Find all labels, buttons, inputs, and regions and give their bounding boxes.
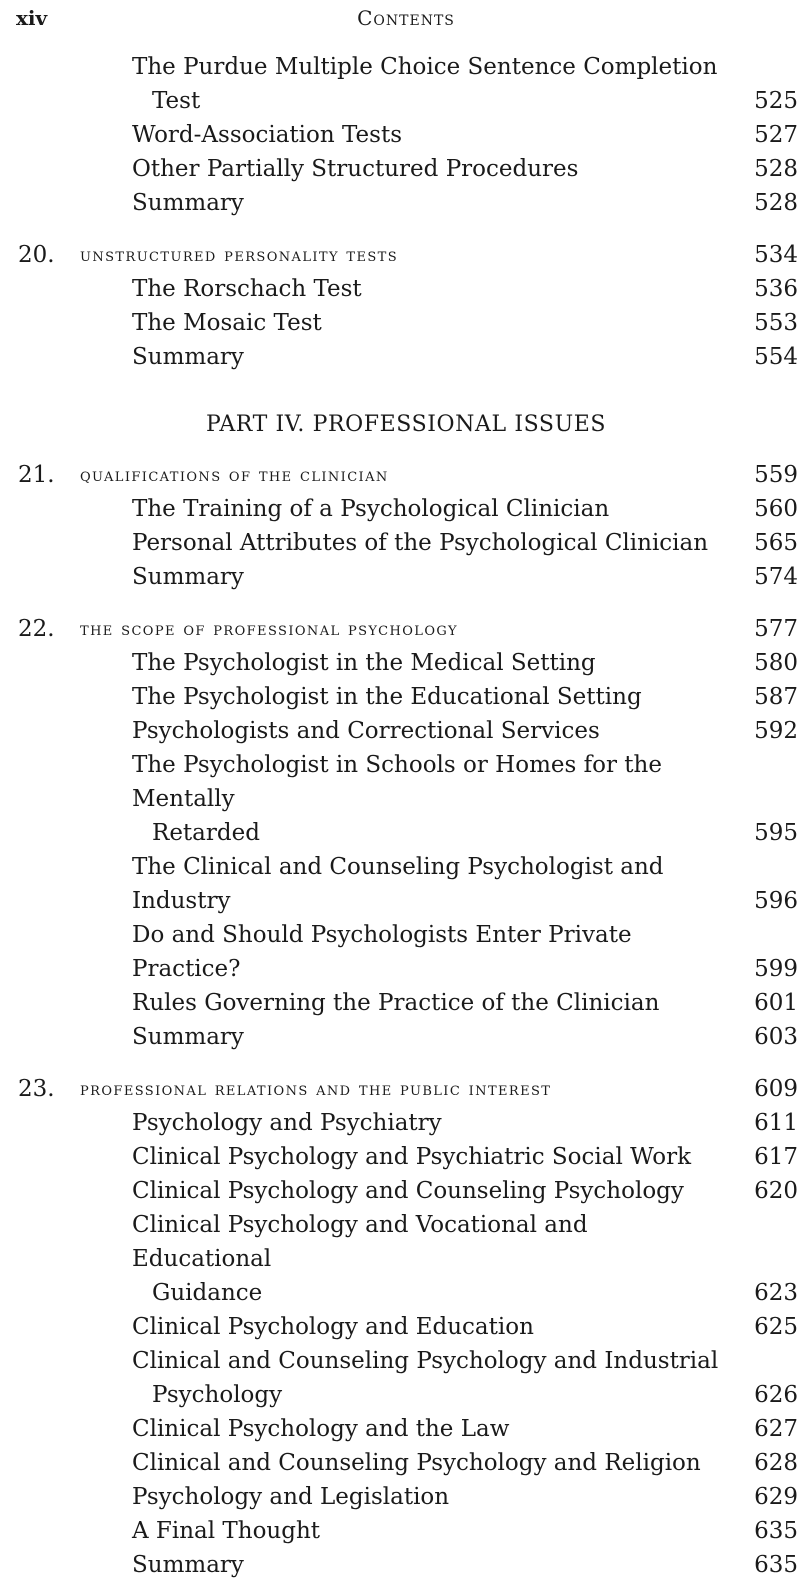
running-head: Contents <box>357 6 455 30</box>
part-heading: PART IV. PROFESSIONAL ISSUES <box>205 412 607 437</box>
entry-title: Other Partially Structured Procedures <box>132 156 579 182</box>
toc-entry <box>0 492 812 526</box>
toc-entry <box>0 1412 812 1446</box>
page-ref: 527 <box>754 122 798 148</box>
toc-entry <box>0 272 812 306</box>
page-ref: 559 <box>754 462 798 488</box>
toc-entry <box>0 1514 812 1548</box>
page-ref: 599 <box>754 956 798 982</box>
entry-title-continued: Psychology <box>152 1382 283 1408</box>
page-ref: 627 <box>754 1416 798 1442</box>
toc-entry <box>0 748 812 850</box>
page-ref: 603 <box>754 1024 798 1050</box>
entry-title: The Training of a Psychological Clinician <box>132 496 610 522</box>
entry-title: Clinical and Counseling Psychology and Industrial <box>132 1348 719 1374</box>
toc-entry <box>0 918 812 986</box>
page-ref: 553 <box>754 310 798 336</box>
page-ref: 617 <box>754 1144 798 1170</box>
page-ref: 635 <box>754 1518 798 1544</box>
entry-title: Rules Governing the Practice of the Clinician <box>132 990 660 1016</box>
chapter-title: unstructured personality tests <box>80 244 399 266</box>
toc-entry <box>0 50 812 118</box>
page-ref: 620 <box>754 1178 798 1204</box>
entry-title-continued: Guidance <box>152 1280 263 1306</box>
toc-chapter <box>0 1072 812 1106</box>
toc-entry <box>0 1020 812 1054</box>
page-ref: 574 <box>754 564 798 590</box>
entry-title: Summary <box>132 344 244 370</box>
page-ref: 611 <box>754 1110 798 1136</box>
entry-title: Clinical and Counseling Psychology and Religion <box>132 1450 701 1476</box>
entry-title: Clinical Psychology and Education <box>132 1314 534 1340</box>
toc-entry <box>0 152 812 186</box>
toc-entry <box>0 118 812 152</box>
entry-title: The Clinical and Counseling Psychologist and Industry <box>132 854 664 914</box>
toc-entry <box>0 1140 812 1174</box>
chapter-title: the scope of professional psychology <box>80 618 458 640</box>
toc-entry <box>0 850 812 918</box>
entry-title: The Mosaic Test <box>132 310 322 336</box>
entry-title: Clinical Psychology and Counseling Psychology <box>132 1178 684 1204</box>
page-ref: 587 <box>754 684 798 710</box>
page-ref: 628 <box>754 1450 798 1476</box>
page-ref: 609 <box>754 1076 798 1102</box>
entry-title: The Psychologist in the Educational Setting <box>132 684 642 710</box>
toc-entry <box>0 1480 812 1514</box>
chapter-number: 20. <box>18 242 55 268</box>
page-ref: 626 <box>754 1382 798 1408</box>
page-ref: 592 <box>754 718 798 744</box>
toc-entry <box>0 560 812 594</box>
entry-title: A Final Thought <box>132 1518 321 1544</box>
entry-title: Psychology and Legislation <box>132 1484 450 1510</box>
toc-entry <box>0 1446 812 1480</box>
entry-title-continued: Test <box>152 88 201 114</box>
page-ref: 625 <box>754 1314 798 1340</box>
toc-entry <box>0 1106 812 1140</box>
chapter-number: 22. <box>18 616 55 642</box>
table-of-contents <box>0 50 812 1582</box>
toc-chapter <box>0 458 812 492</box>
toc-chapter <box>0 612 812 646</box>
entry-title: Clinical Psychology and the Law <box>132 1416 510 1442</box>
entry-title: Psychology and Psychiatry <box>132 1110 442 1136</box>
page-ref: 580 <box>754 650 798 676</box>
toc-entry <box>0 186 812 220</box>
entry-title: Word-Association Tests <box>132 122 403 148</box>
page-ref: 577 <box>754 616 798 642</box>
page-ref: 534 <box>754 242 798 268</box>
entry-title: Summary <box>132 1552 244 1578</box>
chapter-title: qualifications of the clinician <box>80 464 389 486</box>
toc-entry <box>0 986 812 1020</box>
entry-title-continued: Retarded <box>152 820 260 846</box>
page-ref: 560 <box>754 496 798 522</box>
toc-entry <box>0 1344 812 1412</box>
entry-title: Clinical Psychology and Vocational and Educational <box>132 1212 588 1272</box>
page-ref: 565 <box>754 530 798 556</box>
entry-title: Do and Should Psychologists Enter Private Practice? <box>132 922 632 982</box>
page-ref: 629 <box>754 1484 798 1510</box>
page-ref: 528 <box>754 190 798 216</box>
page-number: xiv <box>16 6 48 30</box>
toc-entry <box>0 1310 812 1344</box>
toc-entry <box>0 646 812 680</box>
page-ref: 623 <box>754 1280 798 1306</box>
entry-title: Clinical Psychology and Psychiatric Social Work <box>132 1144 692 1170</box>
entry-title: Personal Attributes of the Psychological Clinician <box>132 530 709 556</box>
entry-title: The Psychologist in the Medical Setting <box>132 650 596 676</box>
chapter-title: professional relations and the public interest <box>80 1078 552 1100</box>
toc-entry <box>0 680 812 714</box>
page-ref: 554 <box>754 344 798 370</box>
toc-entry <box>0 340 812 374</box>
entry-title: The Purdue Multiple Choice Sentence Completion <box>132 54 718 80</box>
page-ref: 528 <box>754 156 798 182</box>
entry-title: The Rorschach Test <box>132 276 362 302</box>
page-header <box>16 6 796 36</box>
page-ref: 635 <box>754 1552 798 1578</box>
chapter-number: 23. <box>18 1076 55 1102</box>
toc-entry <box>0 1208 812 1310</box>
toc-chapter <box>0 238 812 272</box>
entry-title: Summary <box>132 1024 244 1050</box>
toc-entry <box>0 1174 812 1208</box>
page-ref: 601 <box>754 990 798 1016</box>
toc-entry <box>0 526 812 560</box>
entry-title: Summary <box>132 190 244 216</box>
toc-entry <box>0 714 812 748</box>
chapter-number: 21. <box>18 462 55 488</box>
toc-entry <box>0 306 812 340</box>
entry-title: Summary <box>132 564 244 590</box>
toc-entry <box>0 1548 812 1582</box>
page-ref: 595 <box>754 820 798 846</box>
entry-title: The Psychologist in Schools or Homes for the Mentally <box>132 752 662 812</box>
page-ref: 525 <box>754 88 798 114</box>
page-ref: 596 <box>754 888 798 914</box>
entry-title: Psychologists and Correctional Services <box>132 718 600 744</box>
page-ref: 536 <box>754 276 798 302</box>
